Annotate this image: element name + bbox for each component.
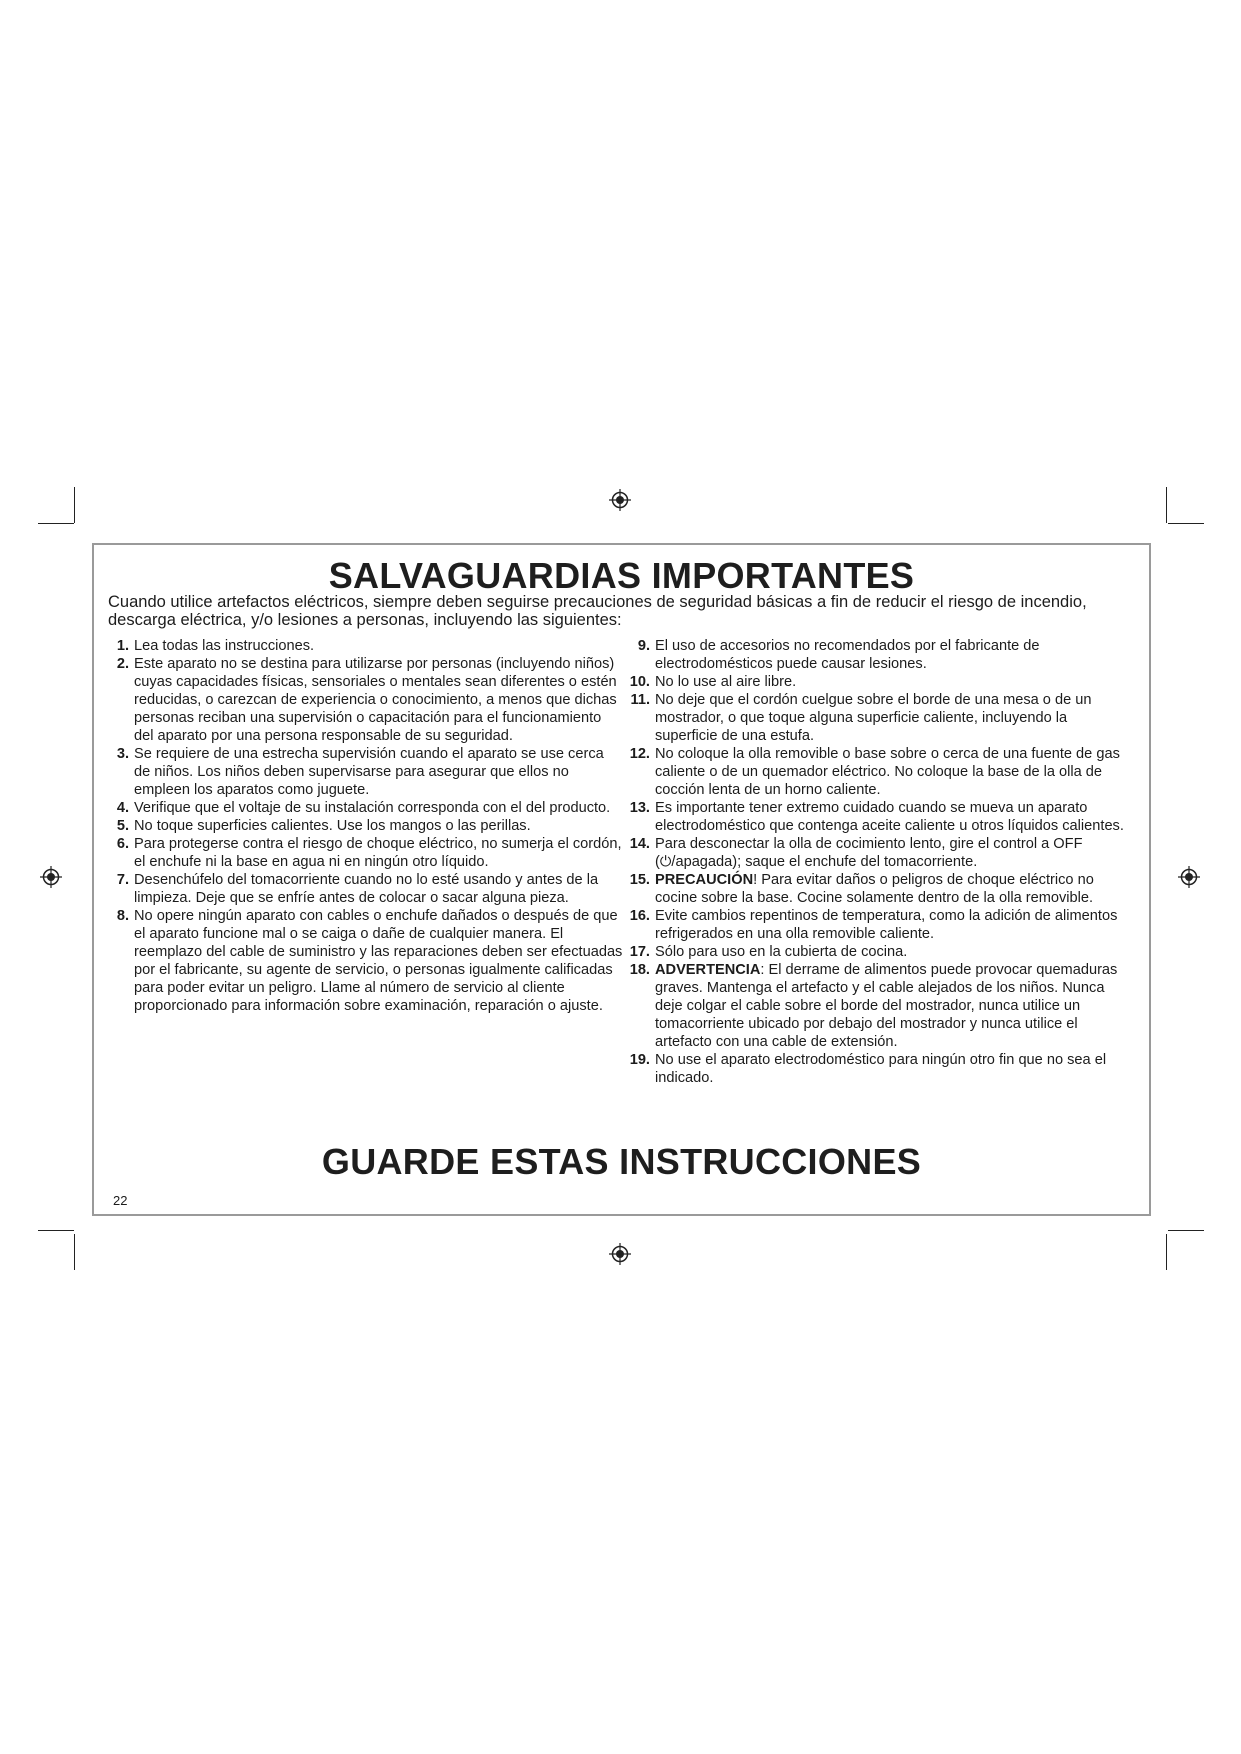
list-item xyxy=(108,655,623,745)
registration-mark-icon xyxy=(1178,866,1200,888)
crop-mark xyxy=(1168,523,1204,524)
item-number: 6. xyxy=(116,836,129,852)
item-text: No opere ningún aparato con cables o enchufe dañados o después de que el aparato funcione mal o se caiga o dañe de cualquier manera. El reemplazo del cable de suministro y las reparaciones deben ser efectuadas por el fabricante, su agente de servicio, o personas igualmente calificadas para poder evitar un peligro. Llame al número de servicio al cliente proporcionado para información sobre examinación, reparación o ajuste. xyxy=(134,908,623,1014)
item-number: 19. xyxy=(629,1052,650,1068)
item-text: No toque superficies calientes. Use los mangos o las perillas. xyxy=(134,818,531,834)
list-item xyxy=(629,799,1129,835)
item-number: 5. xyxy=(116,818,129,834)
item-text: Este aparato no se destina para utilizarse por personas (incluyendo niños) cuyas capacidades físicas, sensoriales o mentales sean diferentes o estén reducidas, o carezcan de experiencia o conocimiento, a menos que dichas personas reciban una supervisión o capacitación para el funcionamiento del aparato por una persona responsable de su seguridad. xyxy=(134,656,617,744)
item-number: 14. xyxy=(629,836,650,852)
list-item xyxy=(108,745,623,799)
item-number: 16. xyxy=(629,908,650,924)
item-text: No lo use al aire libre. xyxy=(655,674,797,690)
list-item xyxy=(629,871,1129,907)
item-text: Para desconectar la olla de cocimiento lento, gire el control a OFF (⏻/apagada); saque el enchufe del tomacorriente. xyxy=(655,836,1083,870)
list-item xyxy=(629,1051,1129,1087)
item-text: Verifique que el voltaje de su instalación corresponda con el del producto. xyxy=(134,800,611,816)
crop-mark xyxy=(74,487,75,523)
page-title: SALVAGUARDIAS IMPORTANTES xyxy=(328,555,915,596)
item-text: Evite cambios repentinos de temperatura, como la adición de alimentos refrigerados en una olla removible caliente. xyxy=(655,908,1118,942)
registration-mark-icon xyxy=(609,1243,631,1265)
safeguards-panel xyxy=(92,543,1151,1216)
right-column xyxy=(629,637,1129,1087)
list-item xyxy=(629,691,1129,745)
item-text: PRECAUCIÓN! Para evitar daños o peligros de choque eléctrico no cocine sobre la base. Cocine solamente dentro de la olla removible. xyxy=(655,872,1094,906)
registration-mark-icon xyxy=(609,489,631,511)
item-text: Desenchúfelo del tomacorriente cuando no lo esté usando y antes de la limpieza. Deje que se enfríe antes de colocar o sacar alguna pieza. xyxy=(134,872,599,906)
item-number: 1. xyxy=(116,638,129,654)
list-item xyxy=(108,799,623,817)
list-item xyxy=(629,745,1129,799)
item-number: 13. xyxy=(629,800,650,816)
crop-mark xyxy=(1166,487,1167,523)
list-item xyxy=(108,907,623,1015)
item-number: 2. xyxy=(116,656,129,672)
item-number: 9. xyxy=(637,638,650,654)
item-number: 10. xyxy=(629,674,650,690)
item-number: 3. xyxy=(116,746,129,762)
item-text: No use el aparato electrodoméstico para ningún otro fin que no sea el indicado. xyxy=(655,1052,1107,1086)
item-text: Es importante tener extremo cuidado cuando se mueva un aparato electrodoméstico que contenga aceite caliente u otros líquidos calientes. xyxy=(655,800,1124,834)
item-text: El uso de accesorios no recomendados por el fabricante de electrodomésticos puede causar lesiones. xyxy=(655,638,1040,672)
list-item xyxy=(629,835,1129,871)
item-text: No deje que el cordón cuelgue sobre el borde de una mesa o de un mostrador, o que toque alguna superficie caliente, incluyendo la superficie de una estufa. xyxy=(655,692,1092,744)
list-item xyxy=(108,637,623,655)
item-number: 15. xyxy=(629,872,650,888)
crop-mark xyxy=(74,1234,75,1270)
item-number: 12. xyxy=(629,746,650,762)
item-keyword: PRECAUCIÓN xyxy=(655,872,754,888)
crop-mark xyxy=(38,523,74,524)
list-item xyxy=(629,637,1129,673)
item-number: 8. xyxy=(116,908,129,924)
list-item xyxy=(629,943,1129,961)
item-text: Sólo para uso en la cubierta de cocina. xyxy=(655,944,908,960)
item-text: Para protegerse contra el riesgo de choque eléctrico, no sumerja el cordón, el enchufe ni la base en agua ni en ningún otro líquido. xyxy=(134,836,622,870)
list-item xyxy=(629,907,1129,943)
item-text: No coloque la olla removible o base sobre o cerca de una fuente de gas caliente o de un quemador eléctrico. No coloque la base de la olla de cocción lenta de un horno caliente. xyxy=(655,746,1120,798)
crop-mark xyxy=(38,1230,74,1231)
item-number: 17. xyxy=(629,944,650,960)
item-number: 4. xyxy=(116,800,129,816)
crop-mark xyxy=(1168,1230,1204,1231)
registration-mark-icon xyxy=(40,866,62,888)
item-number: 11. xyxy=(630,692,650,708)
item-text: Lea todas las instrucciones. xyxy=(134,638,315,654)
item-number: 7. xyxy=(116,872,129,888)
list-item xyxy=(108,835,623,871)
page-number: 22 xyxy=(113,1193,128,1208)
crop-mark xyxy=(1166,1234,1167,1270)
item-text: ADVERTENCIA: El derrame de alimentos puede provocar quemaduras graves. Mantenga el artefacto y el cable alejados de los niños. Nunca deje colgar el cable sobre el borde del mostrador, nunca utilice un tomacorriente ubicado por debajo del mostrador y nunca utilice el artefacto con una cable de extensión. xyxy=(655,962,1118,1050)
list-item xyxy=(629,961,1129,1051)
intro-paragraph: Cuando utilice artefactos eléctricos, siempre deben seguirse precauciones de seguridad básicas a fin de reducir el riesgo de incendio, descarga eléctrica, y/o lesiones a personas, incluyendo las siguientes: xyxy=(108,593,1087,629)
footer-title: GUARDE ESTAS INSTRUCCIONES xyxy=(321,1141,922,1182)
left-column xyxy=(108,637,623,1015)
list-item xyxy=(108,817,623,835)
item-keyword: ADVERTENCIA xyxy=(655,962,761,978)
item-text: Se requiere de una estrecha supervisión cuando el aparato se use cerca de niños. Los niños deben supervisarse para asegurar que ellos no empleen los aparatos como juguete. xyxy=(134,746,604,798)
list-item xyxy=(629,673,1129,691)
list-item xyxy=(108,871,623,907)
item-number: 18. xyxy=(629,962,650,978)
